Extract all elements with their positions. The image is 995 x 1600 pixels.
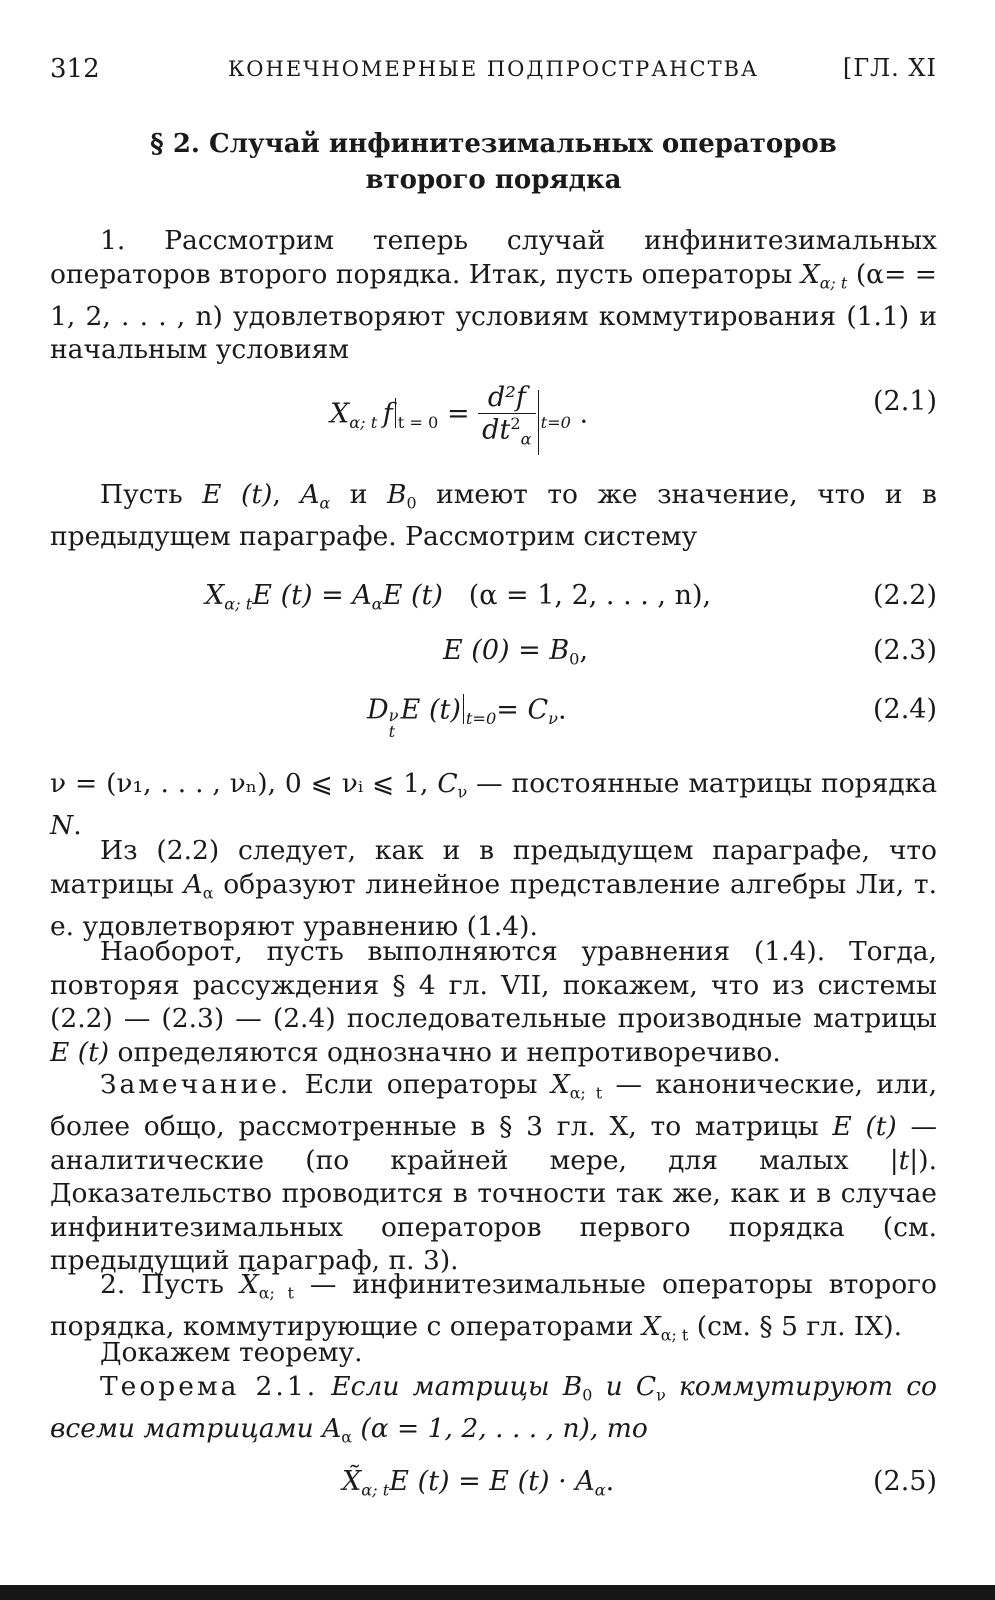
equation-2-2	[50, 580, 937, 620]
page-number: 312	[50, 54, 100, 84]
eq21-tag: (2.1)	[872, 386, 937, 417]
section-title-line1: § 2. Случай инфинитезимальных операторов	[150, 129, 837, 159]
paragraph-8: Докажем теорему.	[100, 1337, 363, 1368]
eq25-tag: (2.5)	[872, 1466, 937, 1497]
section-title	[50, 126, 937, 198]
chapter-label: [ГЛ. XI	[842, 54, 937, 82]
paragraph-7: 2. Пусть $X̃_{\alpha; t}$ — инфинитезимальные операторы второго порядка, коммутирующие с операторами $X_{\alpha; t}$ (см. § 5 гл. IX).	[50, 1269, 937, 1345]
eq22-math: $X_{\alpha; t}E$ $(t) = A_\alpha E$ (t) (α = 1, 2, . . . , n),	[205, 580, 712, 614]
eq23-math: E $(0) = B_0$,	[443, 635, 589, 669]
equation-2-5	[50, 1466, 937, 1506]
p1-operator: $X_{\alpha; t}$	[800, 258, 848, 293]
paragraph-3: ν = (ν₁, . . . , νₙ), 0 ⩽ νᵢ ⩽ 1, $C_\nu$ — постоянные матрицы порядка N.	[50, 768, 938, 842]
theorem-label: Теорема 2.1.	[100, 1371, 319, 1402]
theorem-2-1: Теорема 2.1. Если матрицы $B_0$ и $C_\nu$ коммутируют со всеми матрицами $A_\alpha$ (α = 1, 2, . . . , n), то	[50, 1371, 937, 1447]
page-header	[50, 54, 937, 94]
eq23-tag: (2.3)	[872, 635, 937, 666]
p1-text-b: (α= = 1, 2, . . . , n) удовлетворяют условиям коммутирования (1.1) и начальным условиям	[50, 258, 937, 366]
eq24-math: D ν t E (t) $_{t=0}= C_\nu$.	[367, 694, 567, 742]
p1-text-a: 1. Рассмотрим теперь случай инфинитезимальных операторов второго порядка. Итак, пусть операторы	[50, 225, 937, 290]
paragraph-5: Наоборот, пусть выполняются уравнения (1.4). Тогда, повторяя рассуждения § 4 гл. VII, покажем, что из системы (2.2) — (2.3) — (2.4) последовательные производные матрицы E (t) определяются однозначно и непротиворечиво.	[50, 936, 937, 1068]
paragraph-2: Пусть E (t), $A_\alpha$ и $B_0$ имеют то же значение, что и в предыдущем параграфе. Рассмотрим систему	[50, 479, 937, 553]
remark-label: Замечание.	[100, 1069, 292, 1100]
eq21-lhs: $X_{\alpha; t}$ f $_{t = 0}$ = $\frac{\text{d²f}}{dt^2_\alpha}$ $_{t=0}$ .	[330, 382, 588, 455]
scan-bottom-edge	[0, 1585, 995, 1600]
section-title-line2: второго порядка	[365, 165, 622, 195]
equation-2-3	[50, 635, 937, 675]
eq25-math: $X̃_{\alpha; t}E$ (t) = E $(t) \cdot A_\alpha$.	[342, 1466, 615, 1500]
running-head: КОНЕЧНОМЕРНЫЕ ПОДПРОСТРАНСТВА	[228, 57, 759, 81]
paragraph-4: Из (2.2) следует, как и в предыдущем параграфе, что матрицы $A_\alpha$ образуют линейное представление алгебры Ли, т. е. удовлетворяют уравнению (1.4).	[50, 835, 937, 942]
eq22-tag: (2.2)	[872, 580, 937, 611]
eq24-tag: (2.4)	[872, 694, 937, 725]
paragraph-1	[50, 224, 937, 367]
paragraph-remark: Замечание. Если операторы $X_{\alpha; t}$ — канонические, или, более общо, рассмотренные в § 3 гл. X, то матрицы E (t) — аналитические (по крайней мере, для малых |t|). Доказательство проводится в точности так же, как и в случае инфинитезимальных операторов первого порядка (см. предыдущий параграф, п. 3).	[50, 1069, 937, 1277]
equation-2-1	[50, 372, 937, 452]
equation-2-4	[50, 694, 937, 742]
